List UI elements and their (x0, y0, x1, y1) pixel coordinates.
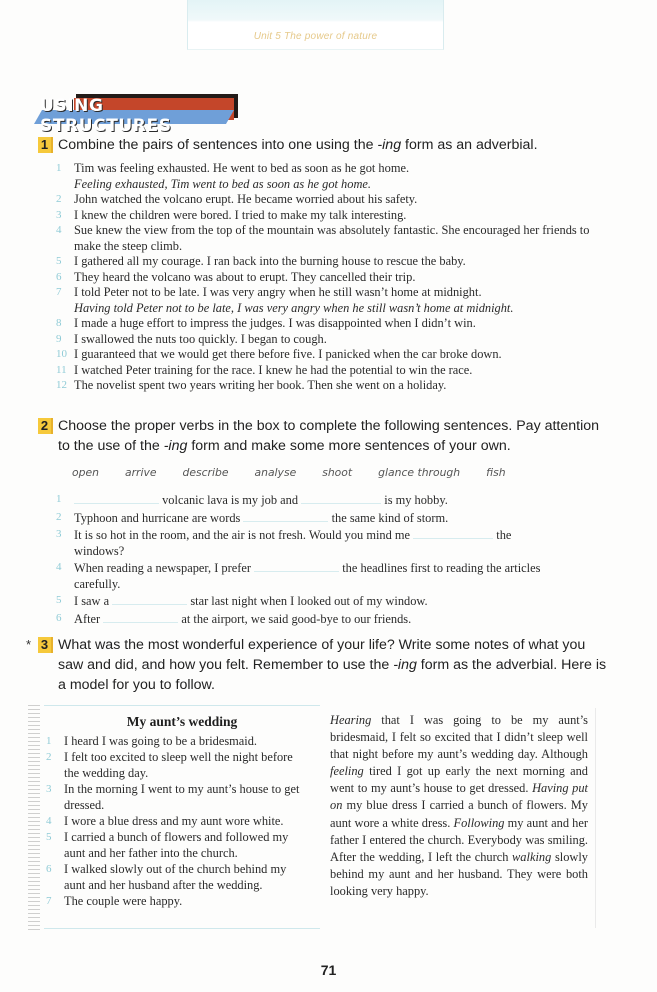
item-number: 3 (46, 783, 52, 795)
item-number: 1 (56, 162, 62, 174)
note-text: The couple were happy. (64, 894, 183, 908)
note-text: I wore a blue dress and my aunt wore white. (64, 814, 284, 828)
item-text: I guaranteed that we would get there before five. I panicked when the car broke down. (74, 347, 502, 361)
item-number: 4 (56, 561, 62, 573)
answer-blank[interactable] (301, 492, 381, 504)
note-item (46, 861, 302, 893)
item-number: 9 (56, 332, 62, 345)
notebook-spiral (28, 705, 40, 930)
exercise-number-badge: 1 (38, 137, 53, 153)
item-text: When reading a newspaper, I prefer (74, 561, 252, 575)
item-text: The novelist spent two years writing her book. Then she went on a holiday. (74, 378, 447, 392)
list-item (56, 347, 601, 363)
note-text: In the morning I went to my aunt’s house to get dressed. (64, 782, 300, 812)
item-number: 7 (46, 895, 52, 907)
list-item (56, 254, 601, 270)
item-number: 2 (56, 193, 62, 205)
item-text: Tim was feeling exhausted. He went to bed as soon as he got home. (74, 161, 410, 175)
ing-phrase: Having put on (330, 781, 588, 813)
answer-blank[interactable] (413, 527, 493, 539)
item-number: 4 (46, 815, 52, 827)
model-notes-list (46, 733, 302, 909)
paragraph-text: my aunt and her father I entered the church. Everybody was smiling. After the wedding, I left the church (330, 815, 588, 864)
item-text: John watched the volcano erupt. He became worried about his safety. (74, 192, 418, 206)
item-text: at the airport, we said good-bye to our friends. (181, 611, 412, 626)
item-number: 10 (56, 348, 67, 360)
item-number: 8 (56, 317, 62, 329)
exercise-3-instruction: 3 What was the most wonderful experience of your life? Write some notes of what you saw and did, and how you felt. Remember to use the -ing form as the adverbial. Here is a model for you to follow. (38, 635, 606, 695)
example-answer: Having told Peter not to be late, I was very angry when he still wasn’t home at midnight. (74, 300, 514, 315)
item-text: I knew the children were bored. I tried to make my talk interesting. (74, 207, 407, 222)
item-text: the same kind of storm. (331, 510, 449, 525)
item-text: volcanic lava is my job and (162, 493, 299, 507)
word-option: fish (486, 466, 506, 479)
item-text: They heard the volcano was about to erupt. They cancelled their trip. (74, 269, 416, 284)
list-item (56, 611, 601, 628)
exercise-number-badge: 2 (38, 418, 53, 434)
list-item (56, 378, 601, 394)
item-text: the (496, 528, 512, 542)
ing-phrase: walking (512, 849, 552, 864)
page-number: 71 (320, 962, 337, 978)
list-item (56, 510, 601, 527)
note-text: I heard I was going to be a bridesmaid. (64, 734, 258, 748)
item-number: 5 (56, 594, 62, 606)
note-item (46, 781, 302, 813)
item-number: 7 (56, 286, 62, 298)
item-text: I gathered all my courage. I ran back into the burning house to rescue the baby. (74, 254, 466, 268)
item-number: 2 (56, 510, 62, 523)
exercise-2-instruction: 2 Choose the proper verbs in the box to complete the following sentences. Pay attention to the use of the -ing form and make some more sentences of your own. (38, 416, 599, 456)
list-item (56, 363, 601, 379)
answer-blank[interactable] (103, 611, 178, 623)
list-item (56, 316, 601, 332)
item-text: is my hobby. (384, 493, 448, 507)
section-title: USING STRUCTURES (40, 96, 172, 136)
optional-star: * (26, 637, 32, 652)
list-item (56, 560, 601, 592)
list-item (56, 527, 601, 559)
ing-phrase: Following (453, 815, 505, 830)
exercise-1-instruction: 1 Combine the pairs of sentences into one using the -ing form as an adverbial. (38, 135, 538, 155)
answer-blank[interactable] (74, 492, 159, 504)
answer-blank[interactable] (243, 510, 328, 522)
item-text: windows? (74, 543, 125, 558)
exercise-number-badge: 3 (38, 637, 53, 653)
list-item (56, 285, 601, 316)
word-option: arrive (124, 466, 157, 479)
item-text: Typhoon and hurricane are words (74, 510, 241, 525)
ing-phrase: Hearing (330, 713, 372, 727)
item-number: 3 (56, 528, 62, 540)
note-text: I walked slowly out of the church behind my aunt and her husband after the wedding. (64, 862, 287, 892)
paragraph-text: tired I got up early the next morning and went to my aunt’s house to get dressed. (330, 764, 588, 796)
item-number: 4 (56, 224, 62, 236)
item-number: 1 (56, 493, 62, 505)
note-item (46, 893, 302, 909)
answer-blank[interactable] (254, 560, 339, 572)
list-item (56, 593, 601, 610)
ing-phrase: feeling (330, 764, 364, 779)
item-number: 2 (46, 751, 52, 763)
list-item (56, 270, 601, 286)
list-item (56, 492, 601, 509)
note-item (46, 829, 302, 861)
item-number: 12 (56, 379, 67, 391)
model-paragraph (330, 712, 588, 900)
item-number: 1 (46, 735, 52, 747)
word-option: describe (182, 466, 229, 479)
word-option: glance through (378, 466, 461, 479)
list-item (56, 192, 601, 208)
example-answer: Feeling exhausted, Tim went to bed as soon as he got home. (74, 176, 371, 191)
item-number: 6 (46, 863, 52, 875)
paragraph-text: that I was going to be my aunt’s bridesmaid, I felt so excited that I didn’t sleep well that night before my aunt’s wedding day. Although (330, 713, 588, 762)
item-text: the headlines first to reading the articles (342, 561, 541, 575)
item-number: 6 (56, 270, 62, 283)
item-number: 6 (56, 611, 62, 624)
item-text: I swallowed the nuts too quickly. I began to cough. (74, 331, 327, 346)
item-text: I watched Peter training for the race. I knew he had the potential to win the race. (74, 362, 473, 377)
verb-word-box (72, 466, 592, 484)
item-number: 11 (56, 363, 67, 376)
item-text: I made a huge effort to impress the judges. I was disappointed when I didn’t win. (74, 316, 476, 330)
list-item (56, 332, 601, 348)
model-title: My aunt’s wedding (126, 714, 238, 729)
item-text: It is so hot in the room, and the air is not fresh. Would you mind me (74, 528, 411, 542)
item-text: After (74, 611, 101, 626)
exercise-1-list (56, 161, 601, 394)
paragraph-text: slowly behind my aunt and her husband. They were both looking very happy. (330, 849, 588, 898)
word-option: analyse (254, 466, 297, 479)
exercise-2-list (56, 492, 601, 628)
note-item (46, 749, 302, 781)
list-item (56, 223, 601, 254)
item-text: carefully. (74, 576, 121, 591)
item-text: Sue knew the view from the top of the mountain was absolutely fantastic. She encouraged her friends to make the steep climb. (74, 223, 590, 253)
answer-blank[interactable] (112, 593, 187, 605)
item-text: I saw a (74, 594, 110, 608)
paragraph-text: my blue dress I carried a bunch of flowers. My aunt wore a white dress. (330, 798, 588, 830)
item-number: 3 (56, 208, 62, 221)
unit-title: Unit 5 The power of nature (253, 31, 378, 42)
section-banner (34, 92, 234, 136)
list-item (56, 161, 601, 192)
note-text: I felt too excited to sleep well the night before the wedding day. (64, 750, 293, 780)
list-item (56, 208, 601, 224)
note-item (46, 813, 302, 829)
item-number: 5 (46, 831, 52, 843)
item-number: 5 (56, 255, 62, 267)
note-text: I carried a bunch of flowers and followed my aunt and her father into the church. (64, 830, 289, 860)
word-option: open (72, 466, 99, 479)
running-header (187, 0, 444, 50)
item-text: star last night when I looked out of my window. (190, 594, 428, 608)
note-item (46, 733, 302, 749)
item-text: I told Peter not to be late. I was very angry when he still wasn’t home at midnight. (74, 285, 482, 299)
word-option: shoot (322, 466, 353, 479)
